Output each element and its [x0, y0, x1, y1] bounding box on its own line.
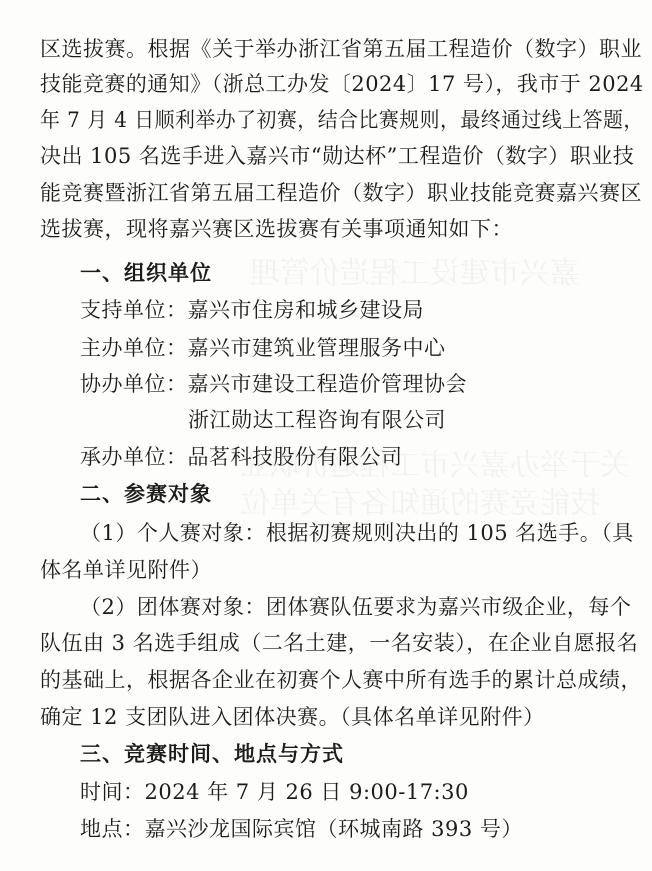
team-line-2: 队伍由 3 名选手组成（二名土建，一名安装），在企业自愿报名 — [40, 631, 639, 655]
section-heading-participants: 二、参赛对象 — [80, 482, 212, 506]
section-heading-organizers: 一、组织单位 — [80, 261, 212, 285]
team-line-3: 的基础上，根据各企业在初赛个人赛中所有选手的累计总成绩， — [40, 668, 642, 692]
bleed-through-3 — [240, 478, 600, 522]
intro-line-4: 决出 105 名选手进入嘉兴市“勋达杯”工程造价（数字）职业技 — [40, 144, 635, 168]
individual-line-1: （1）个人赛对象：根据初赛规则决出的 105 名选手。（具 — [80, 521, 634, 545]
co-host-unit: 协办单位：嘉兴市建设工程造价管理协会 — [80, 372, 467, 396]
individual-line-2: 体名单详见附件） — [40, 558, 212, 582]
team-line-4: 确定 12 支团队进入团体决赛。（具体名单详见附件） — [40, 705, 545, 729]
host-unit: 主办单位：嘉兴市建筑业管理服务中心 — [80, 336, 446, 360]
bleed-through-1 — [250, 248, 580, 292]
section-heading-schedule: 三、竞赛时间、地点与方式 — [80, 742, 344, 766]
co-host-unit-2: 浙江勋达工程咨询有限公司 — [188, 408, 446, 432]
event-location: 地点：嘉兴沙龙国际宾馆（环城南路 393 号） — [80, 817, 523, 841]
intro-line-3: 年 7 月 4 日顺利举办了初赛，结合比赛规则，最终通过线上答题， — [40, 108, 644, 132]
support-unit: 支持单位：嘉兴市住房和城乡建设局 — [80, 298, 424, 322]
organizer-unit: 承办单位：品茗科技股份有限公司 — [80, 445, 403, 469]
intro-line-2: 技能竞赛的通知》（浙总工办发〔2024〕17 号），我市于 2024 — [40, 72, 644, 96]
event-time: 时间：2024 年 7 月 26 日 9:00-17:30 — [80, 780, 469, 804]
intro-line-6: 选拔赛，现将嘉兴赛区选拔赛有关事项通知如下： — [40, 217, 513, 241]
team-line-1: （2）团体赛对象：团体赛队伍要求为嘉兴市级企业，每个 — [80, 595, 632, 619]
intro-line-1: 区选拔赛。根据《关于举办浙江省第五届工程造价（数字）职业 — [40, 37, 642, 61]
intro-line-5: 能竞赛暨浙江省第五届工程造价（数字）职业技能竞赛嘉兴赛区 — [40, 181, 642, 205]
